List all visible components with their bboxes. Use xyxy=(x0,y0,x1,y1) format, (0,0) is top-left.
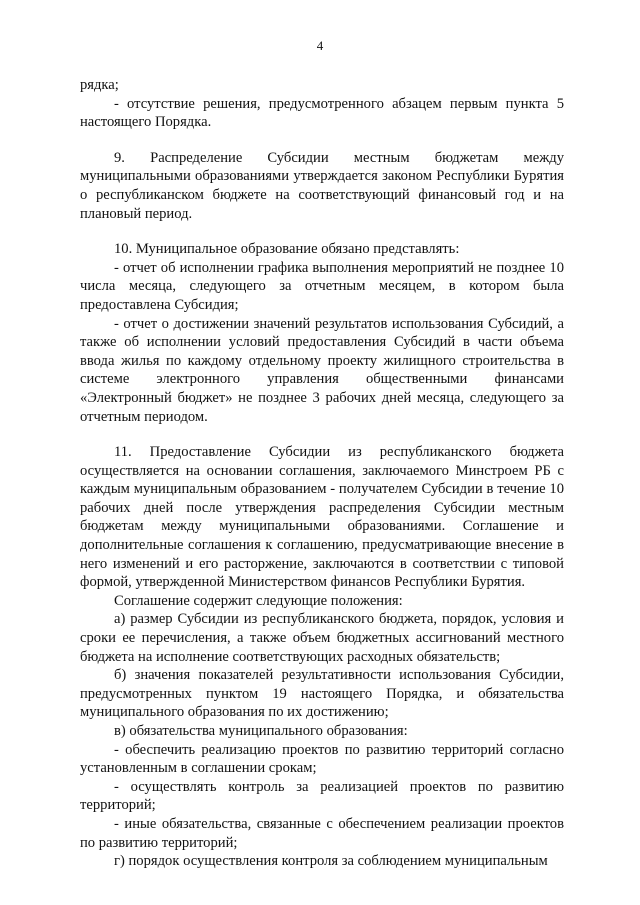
paragraph-obligation-control: - осуществлять контроль за реализацией проектов по развитию территорий; xyxy=(80,778,564,814)
paragraph-obligation-implementation: - обеспечить реализацию проектов по развитию территорий согласно установленным в соглашении срокам; xyxy=(80,741,564,777)
paragraph-item-absence-of-decision: - отсутствие решения, предусмотренного абзацем первым пункта 5 настоящего Порядка. xyxy=(80,95,564,131)
document-body xyxy=(80,76,564,871)
paragraph-item-g: г) порядок осуществления контроля за соблюдением муниципальным xyxy=(114,853,548,870)
paragraph-clause-11: 11. Предоставление Субсидии из республиканского бюджета осуществляется на основании соглашения, заключаемого Минстроем РБ с каждым муниципальным образованием - получателем Субсидии в течение 10 рабочих дней после утверждения распределения Субсидии местным бюджетам между муниципальными образованиями. Соглашение и дополнительные соглашения к соглашению, предусматривающие внесение в него изменений и его расторжение, заключаются в соответствии с типовой формой, утвержденной Министерством финансов Республики Бурятия. xyxy=(80,444,564,591)
paragraph-item-schedule-report: - отчет об исполнении графика выполнения мероприятий не позднее 10 числа месяца, следующего за отчетным месяцем, в котором была предоставлена Субсидия; xyxy=(80,259,564,313)
paragraph-item-v: в) обязательства муниципального образования: xyxy=(114,723,408,739)
paragraph-item-b: б) значения показателей результативности использования Субсидии, предусмотренных пунктом 19 настоящего Порядка, и обязательства муниципального образования по их достижению; xyxy=(80,667,564,721)
paragraph-continuation: рядка; xyxy=(80,77,119,93)
page-number: 4 xyxy=(316,38,324,53)
paragraph-agreement-contents: Соглашение содержит следующие положения: xyxy=(114,592,403,609)
paragraph-obligation-other: - иные обязательства, связанные с обеспечением реализации проектов по развитию территорий; xyxy=(80,815,564,851)
paragraph-item-results-report: - отчет о достижении значений результатов использования Субсидий, а также об исполнении условий предоставления Субсидий в части объема ввода жилья по каждому отдельному проекту жилищного строительства в системе электронного управления общественными финансами «Электронный бюджет» не позднее 3 рабочих дней месяца, следующего за отчетным периодом. xyxy=(80,315,564,425)
paragraph-item-a: а) размер Субсидии из республиканского бюджета, порядок, условия и сроки ее перечисления, а также объем бюджетных ассигнований местного бюджета на исполнение соответствующих расходных обязательств; xyxy=(80,611,564,665)
paragraph-clause-9: 9. Распределение Субсидии местным бюджетам между муниципальными образованиями утверждается законом Республики Бурятия о республиканском бюджете на соответствующий финансовый год и на плановый период. xyxy=(80,149,564,222)
paragraph-clause-10: 10. Муниципальное образование обязано представлять: xyxy=(114,241,460,258)
